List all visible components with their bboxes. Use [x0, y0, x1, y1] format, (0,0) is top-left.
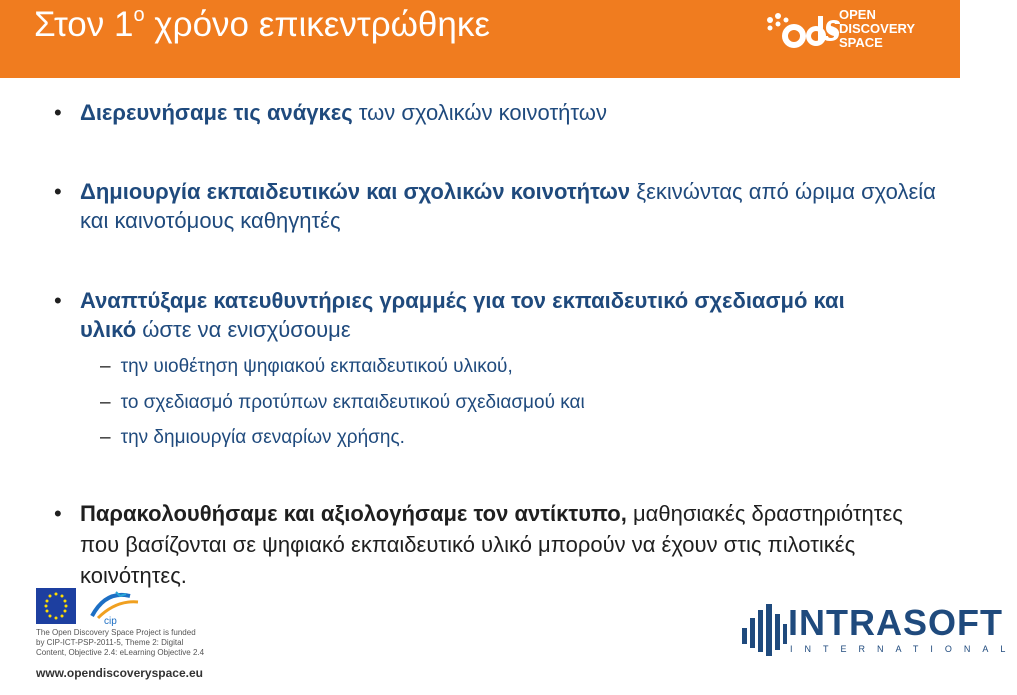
bullet-dot: •	[54, 501, 62, 526]
bullet-1-text: των σχολικών κοινοτήτων	[352, 100, 607, 125]
bullet-3	[54, 286, 854, 344]
eu-flag-icon	[36, 588, 76, 624]
bullet-1	[54, 98, 944, 127]
bullet-dot: •	[54, 179, 62, 204]
bullet-1-bold: Διερευνήσαμε τις ανάγκες	[80, 100, 353, 125]
intrasoft-wordmark: INTRASOFT	[788, 602, 1003, 643]
ods-logo-text: OPEN DISCOVERY SPACE	[839, 7, 916, 50]
sub-item-2: – το σχεδιασμό προτύπων εκπαιδευτικού σχεδιασμού και	[100, 392, 585, 413]
svg-text:cip: cip	[104, 616, 117, 627]
slide-title: Στον $1^o$ χρόνο επικεντρώθηκε	[34, 4, 490, 44]
bullet-dot: •	[54, 100, 62, 125]
intrasoft-subtitle: INTERNATIONAL	[790, 644, 1017, 654]
bullet-3-bold: Αναπτύξαμε κατευθυντήριες γραμμές για τον εκπαιδευτικό σχεδιασμό και υλικό	[80, 288, 845, 342]
cip-logo-icon	[86, 586, 150, 626]
bullet-2-text: ξεκινώντας από ώριμα σχολεία και καινοτόμους καθηγητές	[80, 179, 936, 233]
bullet-4	[54, 498, 944, 591]
bullet-dot: •	[54, 288, 62, 313]
bullet-4-bold: Παρακολουθήσαμε και αξιολογήσαμε τον αντίκτυπο,	[80, 501, 627, 526]
website-url[interactable]: www.opendiscoveryspace.eu	[36, 666, 203, 680]
bullet-2	[54, 177, 944, 235]
sub-item-1: – την υιοθέτηση ψηφιακού εκπαιδευτικού υλικού,	[100, 356, 513, 377]
bullet-3-text: ώστε να ενισχύσουμε	[136, 317, 351, 342]
sub-item-3: – την δημιουργία σεναρίων χρήσης.	[100, 427, 405, 448]
bullet-4-text: μαθησιακές δραστηριότητες που βασίζονται σε ψηφιακό εκπαιδευτικό υλικό μπορούν να έχουν στις πιλοτικές κοινότητες.	[80, 501, 903, 588]
title-bar	[0, 0, 960, 78]
funding-note: The Open Discovery Space Project is funded by CIP-ICT-PSP-2011-5, Theme 2: Digital Content, Objective 2.4: eLearning Objective 2.4	[36, 628, 205, 657]
bullet-2-bold: Δημιουργία εκπαιδευτικών και σχολικών κοινοτήτων	[80, 179, 631, 204]
